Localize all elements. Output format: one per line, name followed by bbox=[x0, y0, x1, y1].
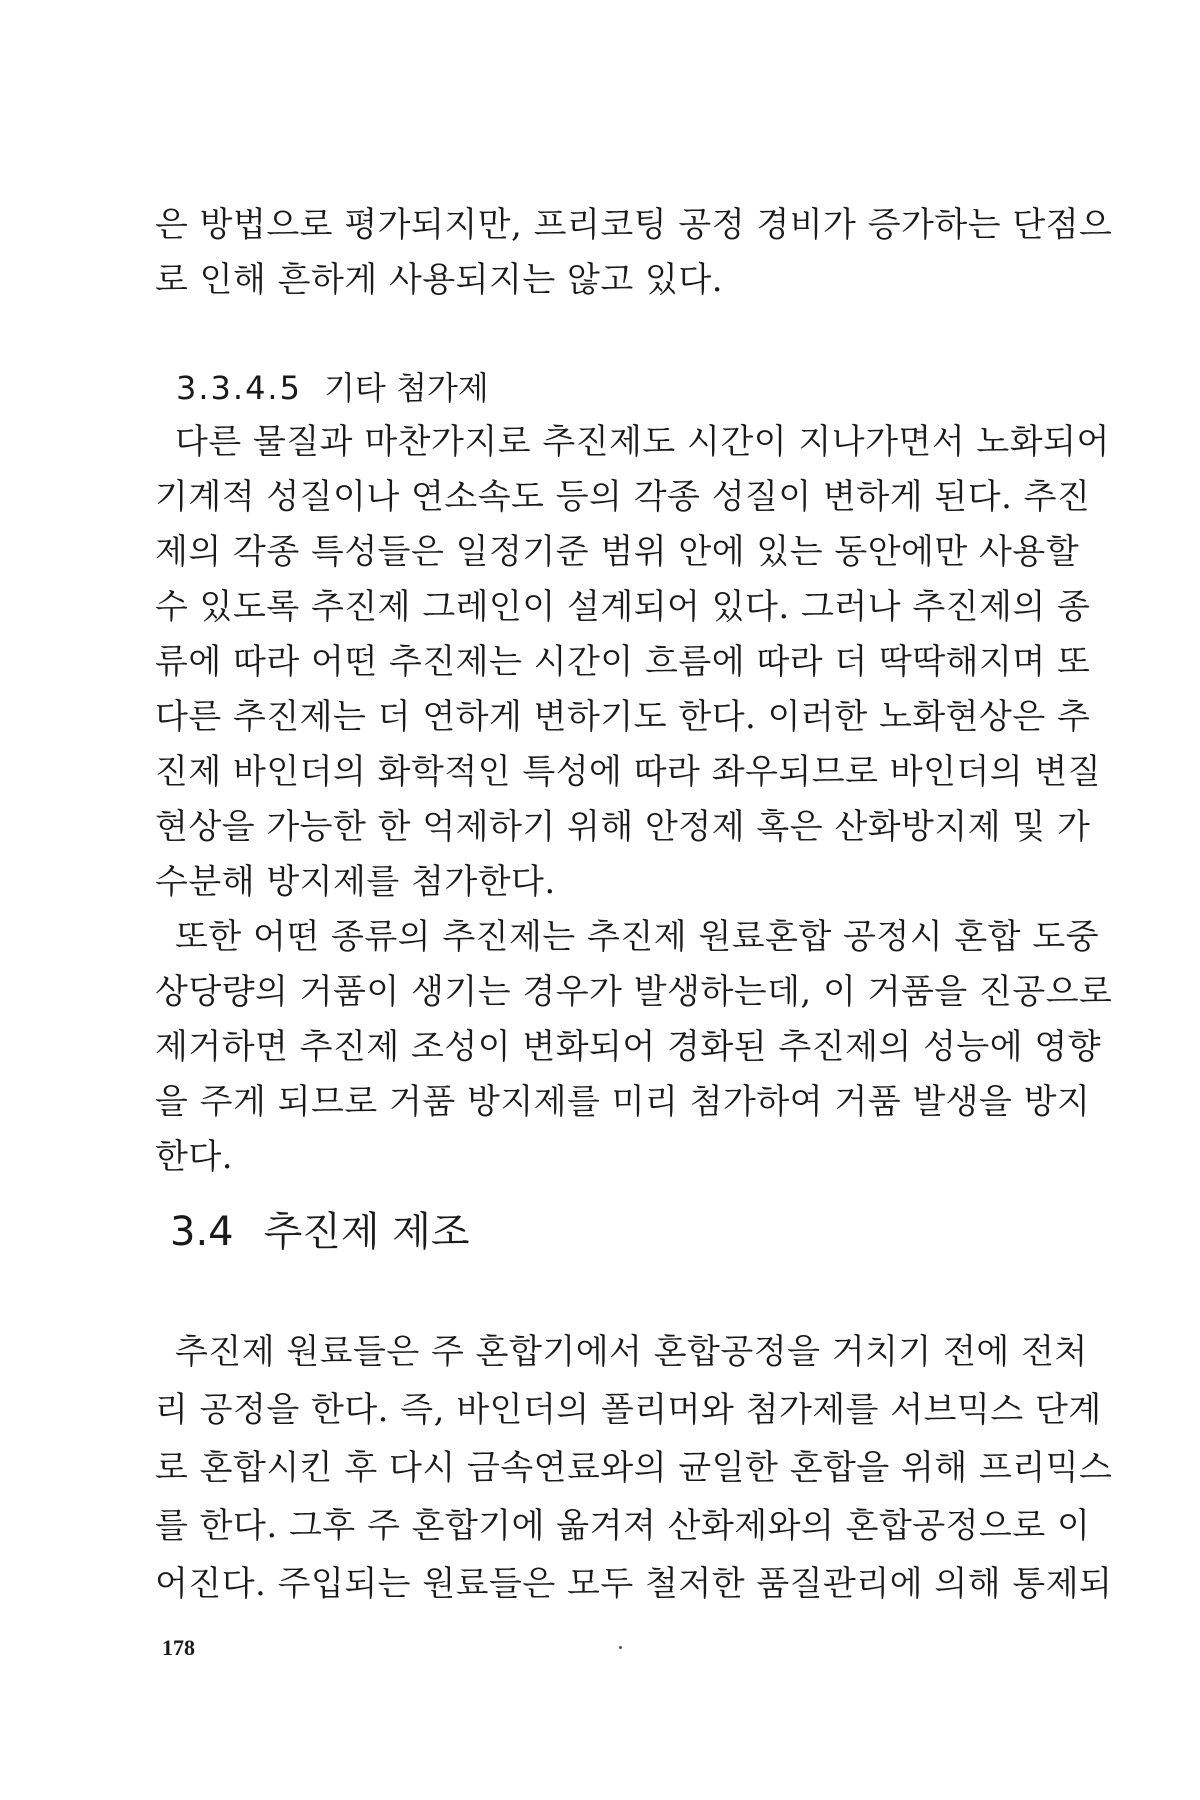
subsection-number: 3.3.4.5 bbox=[176, 369, 302, 407]
body-text-line: 한다. bbox=[155, 1137, 233, 1177]
body-text-line: 은 방법으로 평가되지만, 프리코팅 공정 경비가 증가하는 단점으 bbox=[155, 205, 1113, 245]
subsection-title: 기타 첨가제 bbox=[323, 369, 489, 407]
body-text-line: 제거하면 추진제 조성이 변화되어 경화된 추진제의 성능에 영향 bbox=[155, 1027, 1102, 1067]
section-title: 추진제 제조 bbox=[263, 1209, 470, 1255]
body-text-line: 기계적 성질이나 연소속도 등의 각종 성질이 변하게 된다. 추진 bbox=[155, 477, 1091, 517]
body-text-line: 어진다. 주입되는 원료들은 모두 철저한 품질관리에 의해 통제되 bbox=[155, 1564, 1113, 1604]
body-text-line: 제의 각종 특성들은 일정기준 범위 안에 있는 동안에만 사용할 bbox=[155, 532, 1080, 572]
body-text-line: 다른 물질과 마찬가지로 추진제도 시간이 지나가면서 노화되어 bbox=[175, 422, 1110, 462]
body-text-line: 현상을 가능한 한 억제하기 위해 안정제 혹은 산화방지제 및 가 bbox=[155, 807, 1091, 847]
scan-speck bbox=[619, 1646, 622, 1649]
body-text-line: 를 한다. 그후 주 혼합기에 옮겨져 산화제와의 혼합공정으로 이 bbox=[155, 1506, 1091, 1546]
subsection-heading bbox=[176, 368, 489, 408]
body-text-line: 또한 어떤 종류의 추진제는 추진제 원료혼합 공정시 혼합 도중 bbox=[175, 917, 1100, 957]
body-text-line: 로 인해 흔하게 사용되지는 않고 있다. bbox=[155, 260, 724, 300]
body-text-line: 진제 바인더의 화학적인 특성에 따라 좌우되므로 바인더의 변질 bbox=[155, 752, 1102, 792]
page-number: 178 bbox=[162, 1635, 195, 1660]
body-text-line: 로 혼합시킨 후 다시 금속연료와의 균일한 혼합을 위해 프리믹스 bbox=[155, 1448, 1113, 1488]
body-text-line: 수 있도록 추진제 그레인이 설계되어 있다. 그러나 추진제의 종 bbox=[155, 587, 1091, 627]
section-number: 3.4 bbox=[170, 1209, 234, 1255]
body-text-line: 추진제 원료들은 주 혼합기에서 혼합공정을 거치기 전에 전처 bbox=[175, 1332, 1088, 1372]
section-heading bbox=[170, 1208, 470, 1256]
body-text-line: 상당량의 거품이 생기는 경우가 발생하는데, 이 거품을 진공으로 bbox=[155, 972, 1113, 1012]
body-text-line: 수분해 방지제를 첨가한다. bbox=[155, 862, 556, 902]
body-text-line: 리 공정을 한다. 즉, 바인더의 폴리머와 첨가제를 서브믹스 단계 bbox=[155, 1390, 1102, 1430]
body-text-line: 다른 추진제는 더 연하게 변하기도 한다. 이러한 노화현상은 추 bbox=[155, 697, 1091, 737]
body-text-line: 류에 따라 어떤 추진제는 시간이 흐름에 따라 더 딱딱해지며 또 bbox=[155, 642, 1091, 682]
body-text-line: 을 주게 되므로 거품 방지제를 미리 첨가하여 거품 발생을 방지 bbox=[155, 1082, 1091, 1122]
